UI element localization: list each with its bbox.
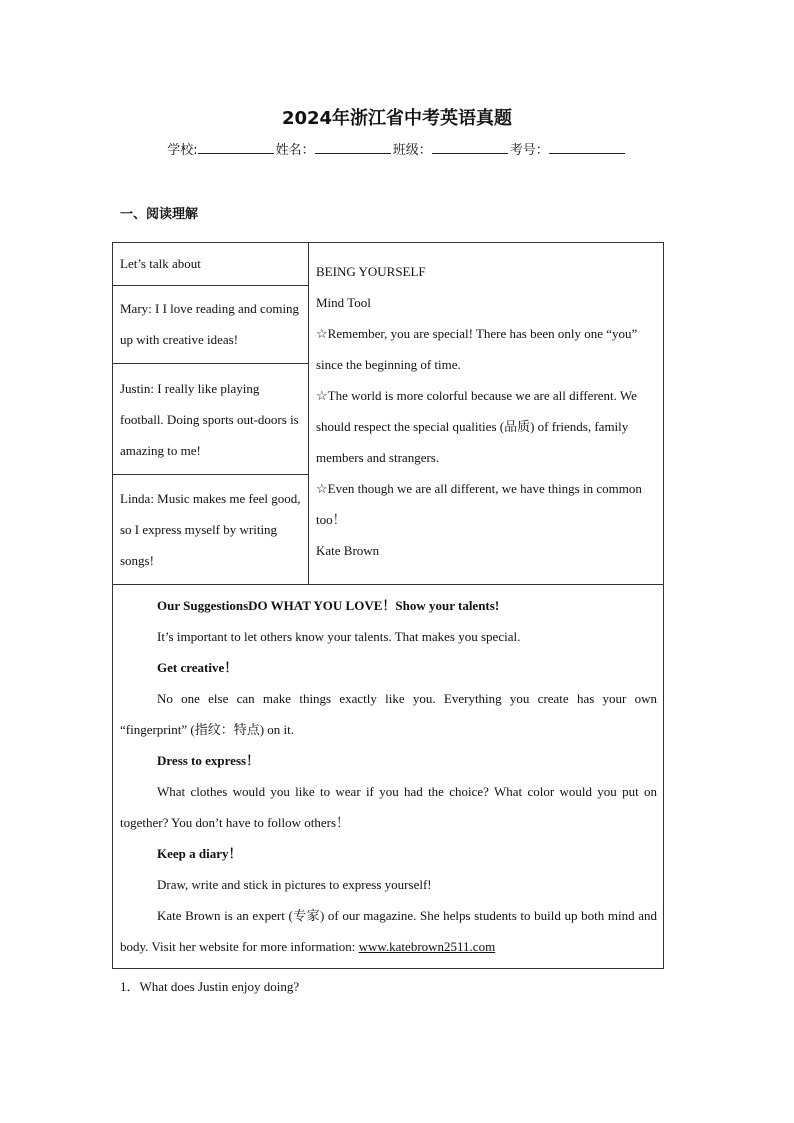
name-label: 姓名： bbox=[275, 143, 315, 158]
suggestions-heading: Our SuggestionsDO WHAT YOU LOVE！Show your talents! bbox=[157, 598, 500, 613]
dress-paragraph: What clothes would you like to wear if you had the choice? What color would you put on together? You don’t have to follow others！ bbox=[120, 784, 657, 830]
tip-2: ☆The world is more colorful because we are all different. We should respect the special qualities (品质) of friends, family members and strangers. bbox=[316, 388, 637, 465]
page-title: 2024年浙江省中考英语真题 bbox=[281, 108, 513, 129]
diary-heading: Keep a diary！ bbox=[157, 846, 242, 861]
cell-mary: Mary: I I love reading and coming up with creative ideas! bbox=[120, 301, 300, 347]
row-divider-1 bbox=[112, 285, 308, 286]
school-blank[interactable] bbox=[198, 141, 274, 154]
row-divider-3 bbox=[112, 474, 308, 475]
dress-heading: Dress to express！ bbox=[157, 753, 260, 768]
get-creative-heading: Get creative！ bbox=[157, 660, 238, 675]
diary-paragraph: Draw, write and stick in pictures to express yourself! bbox=[157, 877, 432, 892]
cell-talk-about: Let’s talk about bbox=[120, 256, 201, 271]
row-divider-2 bbox=[112, 363, 308, 364]
website-link[interactable]: www.katebrown2511.com bbox=[358, 939, 496, 954]
student-info-line bbox=[0, 139, 794, 158]
cell-linda: Linda: Music makes me feel good, so I express myself by writing songs! bbox=[120, 491, 301, 568]
class-label: 班级： bbox=[392, 143, 432, 158]
cell-justin: Justin: I really like playing football. Doing sports out-doors is amazing to me! bbox=[120, 381, 299, 458]
panel-author: Kate Brown bbox=[316, 543, 380, 558]
school-label: 学校: bbox=[167, 143, 198, 158]
expert-text: Kate Brown is an expert (专家) of our magazine. She helps students to build up both mind and body. Visit her website for more information: bbox=[120, 908, 657, 954]
get-creative-paragraph: No one else can make things exactly like you. Everything you create has your own “fingerprint” (指纹：特点) on it. bbox=[120, 691, 657, 737]
table-column-divider bbox=[308, 242, 309, 584]
tip-3: ☆Even though we are all different, we have things in common too！ bbox=[316, 481, 642, 527]
class-blank[interactable] bbox=[432, 141, 508, 154]
section-title: 一、阅读理解 bbox=[120, 207, 199, 222]
exam-number-label: 考号： bbox=[509, 143, 549, 158]
panel-heading: BEING YOURSELF bbox=[316, 264, 426, 279]
mind-tool-panel bbox=[316, 256, 656, 566]
suggestions-panel bbox=[120, 590, 657, 962]
panel-subheading: Mind Tool bbox=[316, 295, 371, 310]
expert-paragraph bbox=[120, 900, 657, 962]
name-blank[interactable] bbox=[315, 141, 391, 154]
suggestion-paragraph-1: It’s important to let others know your talents. That makes you special. bbox=[157, 629, 521, 644]
row-divider-4 bbox=[112, 584, 664, 585]
tip-1: ☆Remember, you are special! There has been only one “you” since the beginning of time. bbox=[316, 326, 638, 372]
exam-number-blank[interactable] bbox=[549, 141, 625, 154]
question-1: 1．What does Justin enjoy doing? bbox=[120, 979, 300, 994]
